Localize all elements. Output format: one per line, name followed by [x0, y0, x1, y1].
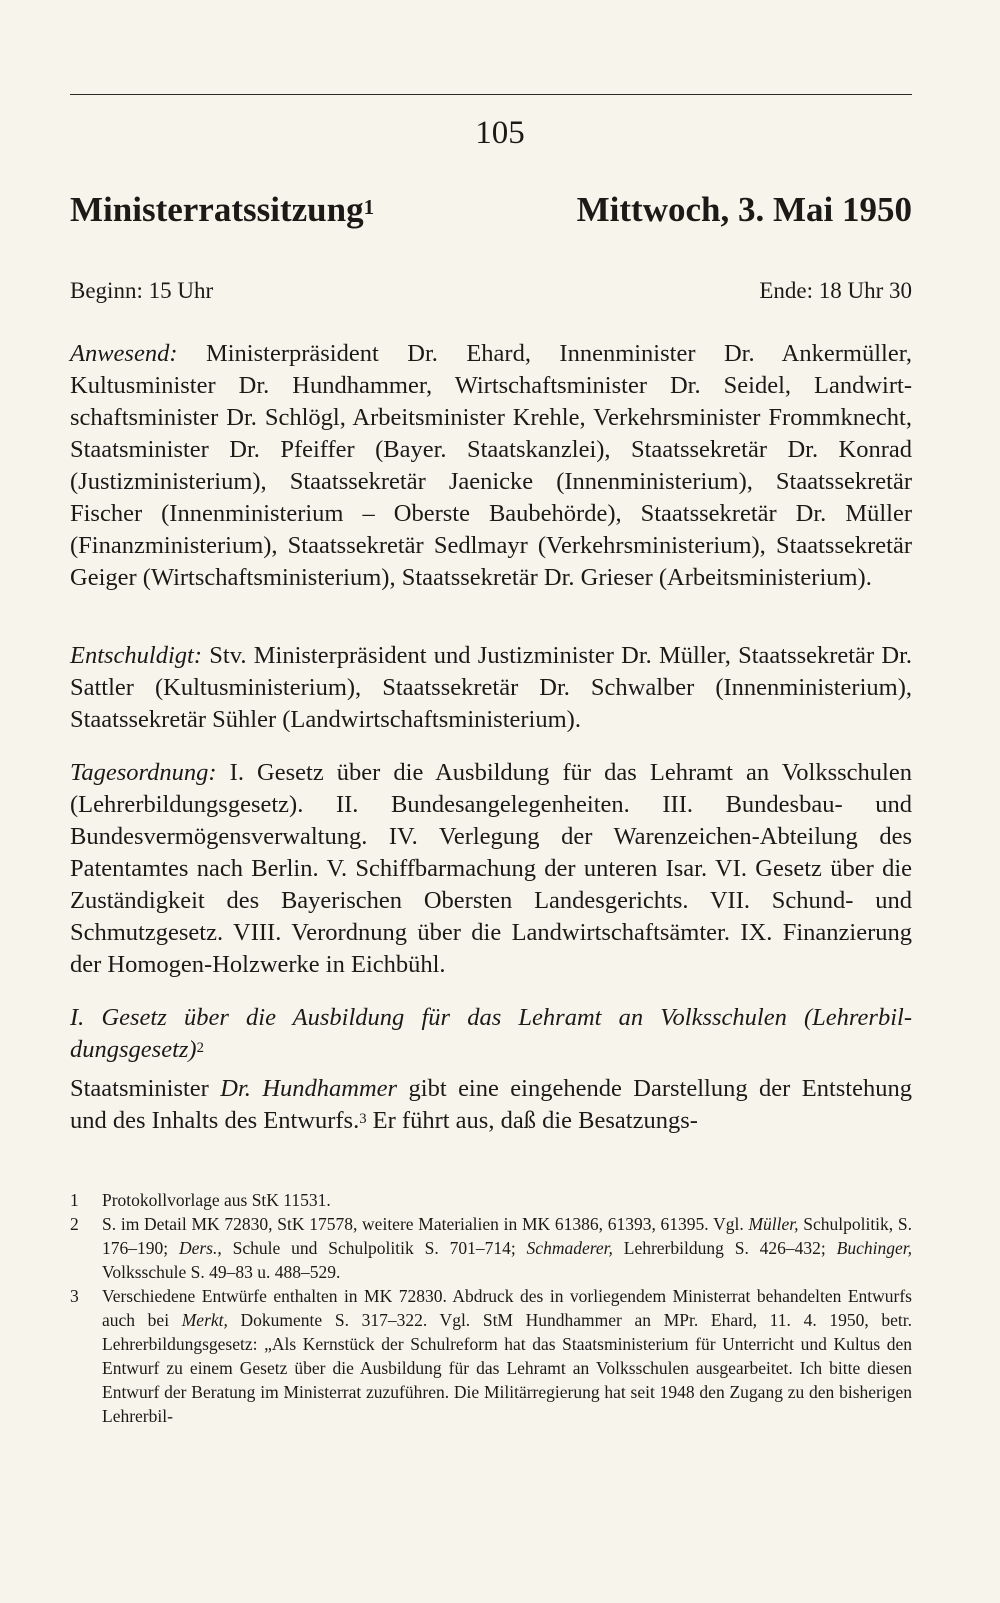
footnote-text [102, 1212, 912, 1284]
present-list: Ministerpräsident Dr. Ehard, Innenminister Dr. Ankermüller, Kultusminister Dr. Hundhammer, Wirtschaftsminister Dr. Seidel, Landwirtschaftsminister Dr. Schlögl, Arbeitsminister Krehle, Verkehrsminister Frommknecht, Staatsminister Dr. Pfeiffer (Bayer. Staatskanzlei), Staatssekretär Dr. Konrad (Justizministerium), Staatssekretär Jaenicke (Innenministerium), Staatssekretär Fischer (Innenministerium – Oberste Baubehörde), Staatssekretär Dr. Müller (Finanzministerium), Staatssekretär Sedlmayr (Verkehrsministerium), Staatssekretär Geiger (Wirtschaftsministerium), Staatssekretär Dr. Grieser (Arbeitsministerium). [70, 340, 912, 591]
footnote-segment: Verschiedene Entwürfe enthalten in MK 72830. Abdruck des in vorliegendem Ministerrat behandelten Entwurfs auch bei [102, 1286, 912, 1330]
paragraph-text: Er führt aus, daß die Besatzungs- [366, 1107, 698, 1134]
speaker-name: Dr. Hundhammer [220, 1075, 398, 1102]
footnote-1 [70, 1188, 912, 1212]
paragraph-text: gibt eine eingehende Darstellung der Entstehung und des Inhalts des Entwurfs. [70, 1075, 912, 1134]
footnote-text: Protokollvorlage aus StK 11531. [102, 1190, 331, 1210]
footnote-segment: , Schule und Schulpolitik S. 701–714; [217, 1238, 527, 1258]
meeting-end: Ende: 18 Uhr 30 [759, 278, 912, 303]
author-name: Schmaderer, [526, 1238, 613, 1258]
attendance-present [70, 338, 912, 594]
header-rule [70, 94, 912, 95]
meeting-date: Mittwoch, 3. Mai 1950 [576, 190, 912, 229]
paragraph-text: Staatsminister [70, 1075, 221, 1102]
footnote-ref-2: 2 [196, 1039, 204, 1056]
agenda [70, 757, 912, 981]
footnote-text [102, 1284, 912, 1428]
footnote-segment: Schulpolitik, S. 176–190; [102, 1214, 912, 1258]
footnotes [70, 1188, 912, 1428]
section-heading [70, 1002, 912, 1066]
excused-label: Entschuldigt: [70, 642, 203, 669]
section-heading-text: I. Gesetz über die Ausbildung für das Lehramt an Volksschulen (Lehrerbildungsgesetz) [70, 1004, 912, 1063]
agenda-list: I. Gesetz über die Ausbildung für das Lehramt an Volksschulen (Lehrerbildungsgesetz). II. Bundesangelegenheiten. III. Bundesbau- und Bundesvermögensverwaltung. IV. Verlegung der Warenzeichen-Abteilung des Patentamtes nach Berlin. V. Schiffbarmachung der unteren Isar. VI. Gesetz über die Zuständigkeit des Bayerischen Obersten Landesgerichts. VII. Schund- und Schmutzgesetz. VIII. Verordnung über die Landwirtschaftsämter. IX. Finanzierung der Homogen-Holzwerke in Eichbühl. [70, 759, 912, 978]
footnote-3 [70, 1284, 912, 1428]
section-paragraph [70, 1073, 912, 1137]
footnote-2 [70, 1212, 912, 1284]
footnote-segment: Dokumente S. 317–322. Vgl. StM Hundhammer an MPr. Ehard, 11. 4. 1950, betr. Lehrerbildungsgesetz: „Als Kernstück der Schulreform hat das Staatsministerium für Unterricht und Kultus den Entwurf zu einem Gesetz über die Ausbildung für das Lehramt an Volksschulen ausgearbeitet. Ich bitte diesen Entwurf der Beratung im Ministerrat zuzuführen. Die Militärregierung hat seit 1948 den Zugang zu den bisherigen Lehrerbil- [102, 1310, 912, 1426]
author-name: Merkt, [181, 1310, 228, 1330]
footnote-segment: Volksschule S. 49–83 u. 488–529. [102, 1262, 341, 1282]
meeting-title [70, 190, 374, 230]
excused-list: Stv. Ministerpräsident und Justizminister Dr. Müller, Staatssekretär Dr. Sattler (Kultusministerium), Staatssekretär Dr. Schwalber (Innenministerium), Staatssekretär Sühler (Landwirtschaftsministerium). [70, 642, 912, 733]
meeting-begin: Beginn: 15 Uhr [70, 278, 214, 303]
author-name: Ders. [178, 1238, 218, 1258]
footnote-ref-1: 1 [363, 194, 375, 219]
footnote-number: 3 [70, 1286, 79, 1306]
agenda-label: Tagesordnung: [70, 759, 217, 786]
attendance-excused [70, 640, 912, 736]
author-name: Müller, [748, 1214, 799, 1234]
meeting-title-text: Ministerratssitzung [70, 190, 364, 229]
footnote-segment: S. im Detail MK 72830, StK 17578, weitere Materialien in MK 61386, 61393, 61395. Vgl. [102, 1214, 749, 1234]
footnote-number: 2 [70, 1214, 79, 1234]
document-number: 105 [475, 115, 525, 151]
present-label: Anwesend: [70, 340, 178, 367]
author-name: Buchinger, [836, 1238, 912, 1258]
footnote-segment: Lehrerbildung S. 426–432; [612, 1238, 837, 1258]
footnote-ref-3: 3 [359, 1110, 367, 1127]
footnote-number: 1 [70, 1190, 79, 1210]
